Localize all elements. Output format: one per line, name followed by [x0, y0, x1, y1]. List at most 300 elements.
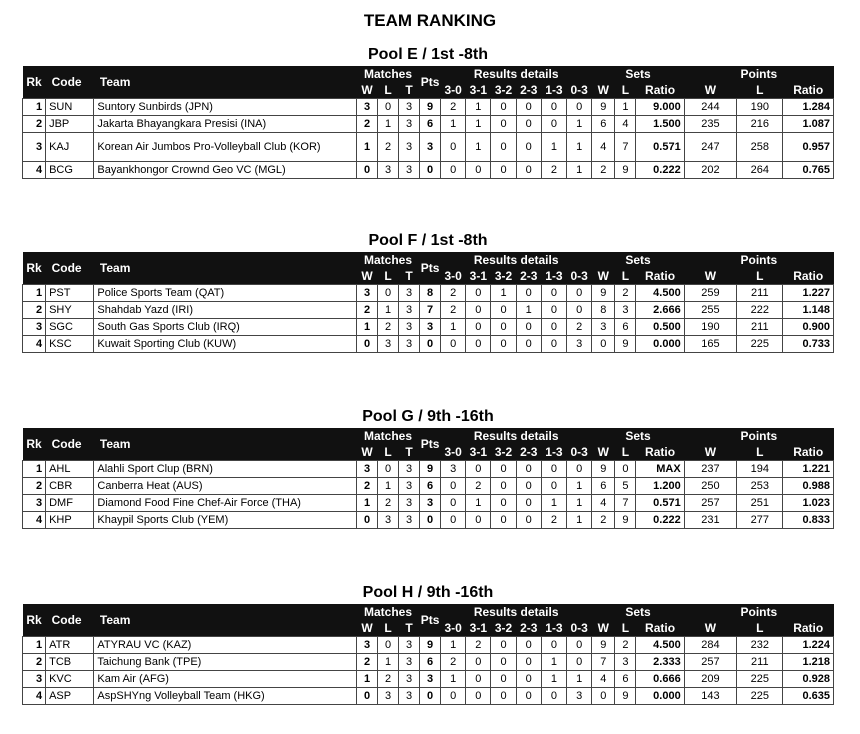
cell-sl: 2 [615, 637, 636, 654]
ranking-table [22, 66, 834, 179]
cell-l: 1 [378, 302, 399, 319]
table-row [23, 637, 834, 654]
header-points-l: L [737, 82, 783, 99]
cell-r03: 0 [567, 637, 592, 654]
cell-pts: 0 [420, 512, 441, 529]
cell-sratio: 0.666 [636, 671, 684, 688]
cell-pts: 9 [420, 637, 441, 654]
header-points: Points [684, 252, 833, 268]
cell-pts: 9 [420, 461, 441, 478]
cell-team: ATYRAU VC (KAZ) [94, 637, 357, 654]
cell-sl: 1 [615, 99, 636, 116]
cell-r32: 1 [491, 285, 516, 302]
cell-code: CBR [46, 478, 94, 495]
cell-r31: 0 [466, 461, 491, 478]
cell-r03: 1 [567, 162, 592, 179]
cell-r13: 1 [541, 654, 566, 671]
header-pts: Pts [420, 252, 441, 285]
header-r23: 2-3 [516, 620, 541, 637]
cell-l: 0 [378, 637, 399, 654]
cell-r03: 0 [567, 99, 592, 116]
cell-pratio: 1.087 [783, 116, 834, 133]
cell-r31: 1 [466, 99, 491, 116]
header-r31: 3-1 [466, 82, 491, 99]
header-sets-w: W [592, 82, 615, 99]
cell-r31: 1 [466, 116, 491, 133]
cell-rk: 4 [23, 688, 46, 705]
cell-code: TCB [46, 654, 94, 671]
cell-r31: 0 [466, 336, 491, 353]
table-row [23, 512, 834, 529]
cell-pl: 190 [737, 99, 783, 116]
cell-pl: 211 [737, 654, 783, 671]
cell-r13: 0 [541, 116, 566, 133]
cell-w: 2 [357, 478, 378, 495]
cell-pratio: 0.988 [783, 478, 834, 495]
cell-r30: 3 [441, 461, 466, 478]
cell-sl: 5 [615, 478, 636, 495]
cell-r13: 0 [541, 336, 566, 353]
cell-w: 0 [357, 336, 378, 353]
cell-t: 3 [399, 302, 420, 319]
cell-r30: 1 [441, 637, 466, 654]
cell-team: South Gas Sports Club (IRQ) [94, 319, 357, 336]
header-points-l: L [737, 268, 783, 285]
cell-rk: 2 [23, 116, 46, 133]
pool-title: Pool F / 1st -8th [368, 232, 488, 249]
cell-pl: 211 [737, 285, 783, 302]
cell-r23: 0 [516, 336, 541, 353]
header-matches-t: T [399, 620, 420, 637]
header-points-ratio: Ratio [783, 620, 834, 637]
header-pts: Pts [420, 66, 441, 99]
header-sets-l: L [615, 444, 636, 461]
header-pts: Pts [420, 428, 441, 461]
cell-code: JBP [46, 116, 94, 133]
cell-r32: 0 [491, 461, 516, 478]
header-points: Points [684, 604, 833, 620]
cell-t: 3 [399, 116, 420, 133]
cell-rk: 1 [23, 285, 46, 302]
cell-r31: 0 [466, 671, 491, 688]
cell-r23: 0 [516, 478, 541, 495]
header-r32: 3-2 [491, 620, 516, 637]
cell-pts: 0 [420, 162, 441, 179]
cell-code: PST [46, 285, 94, 302]
table-row [23, 285, 834, 302]
cell-sratio: 4.500 [636, 285, 684, 302]
cell-r32: 0 [491, 512, 516, 529]
cell-code: KAJ [46, 133, 94, 162]
header-r23: 2-3 [516, 268, 541, 285]
table-row [23, 654, 834, 671]
header-r23: 2-3 [516, 82, 541, 99]
header-sets-ratio: Ratio [636, 620, 684, 637]
cell-pl: 264 [737, 162, 783, 179]
cell-r30: 0 [441, 495, 466, 512]
cell-sratio: 0.571 [636, 495, 684, 512]
cell-r23: 0 [516, 162, 541, 179]
cell-t: 3 [399, 637, 420, 654]
pool-section-0 [22, 44, 834, 179]
cell-sl: 3 [615, 654, 636, 671]
cell-pw: 165 [684, 336, 737, 353]
cell-r23: 0 [516, 99, 541, 116]
cell-r31: 0 [466, 162, 491, 179]
cell-pts: 7 [420, 302, 441, 319]
header-r13: 1-3 [541, 268, 566, 285]
cell-sw: 0 [592, 336, 615, 353]
header-points-w: W [684, 268, 737, 285]
cell-rk: 1 [23, 99, 46, 116]
cell-w: 0 [357, 688, 378, 705]
cell-pratio: 0.765 [783, 162, 834, 179]
cell-code: SGC [46, 319, 94, 336]
cell-sratio: 0.500 [636, 319, 684, 336]
header-team: Team [94, 428, 357, 461]
header-sets-ratio: Ratio [636, 82, 684, 99]
cell-w: 1 [357, 671, 378, 688]
cell-l: 0 [378, 99, 399, 116]
cell-rk: 2 [23, 302, 46, 319]
cell-r31: 1 [466, 133, 491, 162]
cell-r13: 0 [541, 688, 566, 705]
cell-r23: 0 [516, 688, 541, 705]
cell-r32: 0 [491, 654, 516, 671]
header-r30: 3-0 [441, 82, 466, 99]
cell-pts: 6 [420, 654, 441, 671]
cell-r13: 0 [541, 319, 566, 336]
cell-pl: 232 [737, 637, 783, 654]
header-points-ratio: Ratio [783, 444, 834, 461]
cell-sratio: 0.222 [636, 162, 684, 179]
cell-pratio: 1.023 [783, 495, 834, 512]
cell-r30: 2 [441, 99, 466, 116]
cell-r32: 0 [491, 671, 516, 688]
cell-pts: 8 [420, 285, 441, 302]
cell-sl: 9 [615, 336, 636, 353]
cell-sw: 4 [592, 133, 615, 162]
cell-r31: 0 [466, 285, 491, 302]
cell-pl: 194 [737, 461, 783, 478]
pool-title: Pool H / 9th -16th [362, 584, 494, 601]
cell-r32: 0 [491, 336, 516, 353]
cell-sw: 2 [592, 162, 615, 179]
cell-t: 3 [399, 671, 420, 688]
table-row [23, 319, 834, 336]
cell-pts: 0 [420, 688, 441, 705]
cell-team: Taichung Bank (TPE) [94, 654, 357, 671]
header-points: Points [684, 66, 833, 82]
cell-r13: 0 [541, 637, 566, 654]
cell-l: 3 [378, 512, 399, 529]
header-matches-w: W [357, 444, 378, 461]
cell-pratio: 1.148 [783, 302, 834, 319]
header-matches-t: T [399, 268, 420, 285]
cell-pl: 258 [737, 133, 783, 162]
cell-sl: 9 [615, 688, 636, 705]
header-r03: 0-3 [567, 444, 592, 461]
header-rk: Rk [23, 66, 46, 99]
header-results: Results details [441, 66, 592, 82]
cell-sratio: 0.222 [636, 512, 684, 529]
cell-r31: 2 [466, 478, 491, 495]
cell-w: 2 [357, 654, 378, 671]
header-r32: 3-2 [491, 82, 516, 99]
cell-code: SUN [46, 99, 94, 116]
pool-title: Pool G / 9th -16th [362, 408, 494, 425]
cell-t: 3 [399, 688, 420, 705]
cell-t: 3 [399, 99, 420, 116]
cell-pw: 255 [684, 302, 737, 319]
cell-pl: 277 [737, 512, 783, 529]
cell-l: 3 [378, 336, 399, 353]
cell-code: AHL [46, 461, 94, 478]
header-sets: Sets [592, 252, 684, 268]
cell-r23: 0 [516, 461, 541, 478]
cell-r31: 0 [466, 319, 491, 336]
cell-pw: 257 [684, 654, 737, 671]
cell-r30: 0 [441, 133, 466, 162]
cell-sratio: 4.500 [636, 637, 684, 654]
header-rk: Rk [23, 428, 46, 461]
table-row [23, 478, 834, 495]
cell-team: Khaypil Sports Club (YEM) [94, 512, 357, 529]
pool-title: Pool E / 1st -8th [367, 46, 488, 63]
cell-w: 3 [357, 285, 378, 302]
header-results: Results details [441, 252, 592, 268]
header-rk: Rk [23, 252, 46, 285]
cell-t: 3 [399, 285, 420, 302]
cell-r03: 1 [567, 478, 592, 495]
cell-pw: 235 [684, 116, 737, 133]
header-sets-w: W [592, 620, 615, 637]
cell-sl: 9 [615, 512, 636, 529]
header-team: Team [94, 252, 357, 285]
cell-pts: 9 [420, 99, 441, 116]
cell-pl: 225 [737, 336, 783, 353]
cell-w: 2 [357, 116, 378, 133]
cell-r13: 0 [541, 302, 566, 319]
cell-sl: 0 [615, 461, 636, 478]
table-row [23, 162, 834, 179]
cell-r03: 0 [567, 285, 592, 302]
cell-r30: 2 [441, 302, 466, 319]
cell-sratio: MAX [636, 461, 684, 478]
header-team: Team [94, 66, 357, 99]
pool-section-2 [22, 406, 834, 529]
cell-team: Korean Air Jumbos Pro-Volleyball Club (KOR) [94, 133, 357, 162]
header-r31: 3-1 [466, 268, 491, 285]
cell-r13: 1 [541, 495, 566, 512]
cell-r03: 1 [567, 116, 592, 133]
header-matches: Matches [357, 428, 420, 444]
cell-rk: 1 [23, 461, 46, 478]
header-matches-l: L [378, 268, 399, 285]
cell-sratio: 0.000 [636, 688, 684, 705]
header-matches-l: L [378, 620, 399, 637]
cell-w: 2 [357, 302, 378, 319]
header-pts: Pts [420, 604, 441, 637]
cell-t: 3 [399, 133, 420, 162]
cell-pratio: 0.833 [783, 512, 834, 529]
cell-pw: 190 [684, 319, 737, 336]
cell-r23: 0 [516, 319, 541, 336]
pool-section-1 [22, 230, 834, 353]
cell-r32: 0 [491, 495, 516, 512]
cell-t: 3 [399, 319, 420, 336]
cell-r31: 0 [466, 688, 491, 705]
cell-rk: 2 [23, 478, 46, 495]
cell-pratio: 0.900 [783, 319, 834, 336]
cell-t: 3 [399, 336, 420, 353]
cell-r30: 0 [441, 162, 466, 179]
cell-r32: 0 [491, 116, 516, 133]
cell-team: Shahdab Yazd (IRI) [94, 302, 357, 319]
cell-l: 2 [378, 671, 399, 688]
cell-sw: 9 [592, 285, 615, 302]
cell-pw: 209 [684, 671, 737, 688]
cell-w: 0 [357, 162, 378, 179]
cell-rk: 3 [23, 671, 46, 688]
cell-sw: 2 [592, 512, 615, 529]
header-rk: Rk [23, 604, 46, 637]
cell-pl: 222 [737, 302, 783, 319]
cell-rk: 4 [23, 162, 46, 179]
cell-sw: 4 [592, 671, 615, 688]
cell-sw: 6 [592, 116, 615, 133]
header-matches: Matches [357, 252, 420, 268]
header-r30: 3-0 [441, 620, 466, 637]
cell-r23: 0 [516, 654, 541, 671]
cell-r32: 0 [491, 478, 516, 495]
cell-w: 1 [357, 133, 378, 162]
cell-t: 3 [399, 495, 420, 512]
cell-pts: 3 [420, 495, 441, 512]
cell-r13: 0 [541, 285, 566, 302]
header-r32: 3-2 [491, 444, 516, 461]
header-code: Code [46, 66, 94, 99]
cell-r32: 0 [491, 162, 516, 179]
cell-r23: 0 [516, 116, 541, 133]
header-matches-t: T [399, 82, 420, 99]
header-r03: 0-3 [567, 268, 592, 285]
cell-code: ASP [46, 688, 94, 705]
header-team: Team [94, 604, 357, 637]
cell-pts: 6 [420, 478, 441, 495]
cell-sl: 3 [615, 302, 636, 319]
header-sets-ratio: Ratio [636, 268, 684, 285]
header-matches-w: W [357, 620, 378, 637]
ranking-table [22, 428, 834, 529]
cell-l: 2 [378, 133, 399, 162]
cell-r03: 1 [567, 495, 592, 512]
cell-pw: 247 [684, 133, 737, 162]
cell-r23: 0 [516, 512, 541, 529]
cell-team: AspSHYng Volleyball Team (HKG) [94, 688, 357, 705]
cell-r03: 3 [567, 336, 592, 353]
ranking-table [22, 252, 834, 353]
cell-l: 2 [378, 495, 399, 512]
cell-code: KSC [46, 336, 94, 353]
cell-pl: 251 [737, 495, 783, 512]
header-sets-l: L [615, 82, 636, 99]
cell-r32: 0 [491, 319, 516, 336]
cell-t: 3 [399, 461, 420, 478]
cell-r30: 1 [441, 671, 466, 688]
header-points-w: W [684, 82, 737, 99]
cell-r30: 2 [441, 285, 466, 302]
cell-r30: 0 [441, 478, 466, 495]
cell-code: KHP [46, 512, 94, 529]
header-sets-w: W [592, 444, 615, 461]
cell-team: Diamond Food Fine Chef-Air Force (THA) [94, 495, 357, 512]
cell-r32: 0 [491, 133, 516, 162]
header-points: Points [684, 428, 833, 444]
cell-rk: 3 [23, 319, 46, 336]
cell-sl: 7 [615, 133, 636, 162]
cell-pratio: 1.221 [783, 461, 834, 478]
table-row [23, 688, 834, 705]
table-row [23, 133, 834, 162]
cell-r13: 1 [541, 133, 566, 162]
header-r13: 1-3 [541, 82, 566, 99]
cell-sl: 4 [615, 116, 636, 133]
cell-pw: 244 [684, 99, 737, 116]
ranking-table [22, 604, 834, 705]
cell-r32: 0 [491, 688, 516, 705]
cell-pl: 225 [737, 688, 783, 705]
header-r32: 3-2 [491, 268, 516, 285]
cell-pl: 253 [737, 478, 783, 495]
header-sets: Sets [592, 604, 684, 620]
header-r31: 3-1 [466, 444, 491, 461]
cell-r31: 1 [466, 495, 491, 512]
cell-team: Suntory Sunbirds (JPN) [94, 99, 357, 116]
cell-l: 0 [378, 285, 399, 302]
cell-pw: 237 [684, 461, 737, 478]
table-row [23, 671, 834, 688]
cell-rk: 1 [23, 637, 46, 654]
cell-pw: 143 [684, 688, 737, 705]
cell-pratio: 1.224 [783, 637, 834, 654]
cell-sratio: 1.500 [636, 116, 684, 133]
cell-w: 3 [357, 461, 378, 478]
cell-sl: 6 [615, 671, 636, 688]
cell-sl: 9 [615, 162, 636, 179]
cell-r30: 1 [441, 116, 466, 133]
header-r31: 3-1 [466, 620, 491, 637]
cell-l: 1 [378, 478, 399, 495]
cell-r03: 1 [567, 512, 592, 529]
cell-code: ATR [46, 637, 94, 654]
cell-pw: 202 [684, 162, 737, 179]
cell-pl: 225 [737, 671, 783, 688]
cell-sw: 8 [592, 302, 615, 319]
cell-team: Canberra Heat (AUS) [94, 478, 357, 495]
cell-r32: 0 [491, 99, 516, 116]
header-code: Code [46, 428, 94, 461]
cell-w: 1 [357, 319, 378, 336]
cell-sw: 9 [592, 99, 615, 116]
cell-r13: 1 [541, 671, 566, 688]
header-sets-w: W [592, 268, 615, 285]
header-r30: 3-0 [441, 444, 466, 461]
cell-r23: 0 [516, 133, 541, 162]
cell-sratio: 9.000 [636, 99, 684, 116]
header-r03: 0-3 [567, 82, 592, 99]
cell-r13: 2 [541, 162, 566, 179]
